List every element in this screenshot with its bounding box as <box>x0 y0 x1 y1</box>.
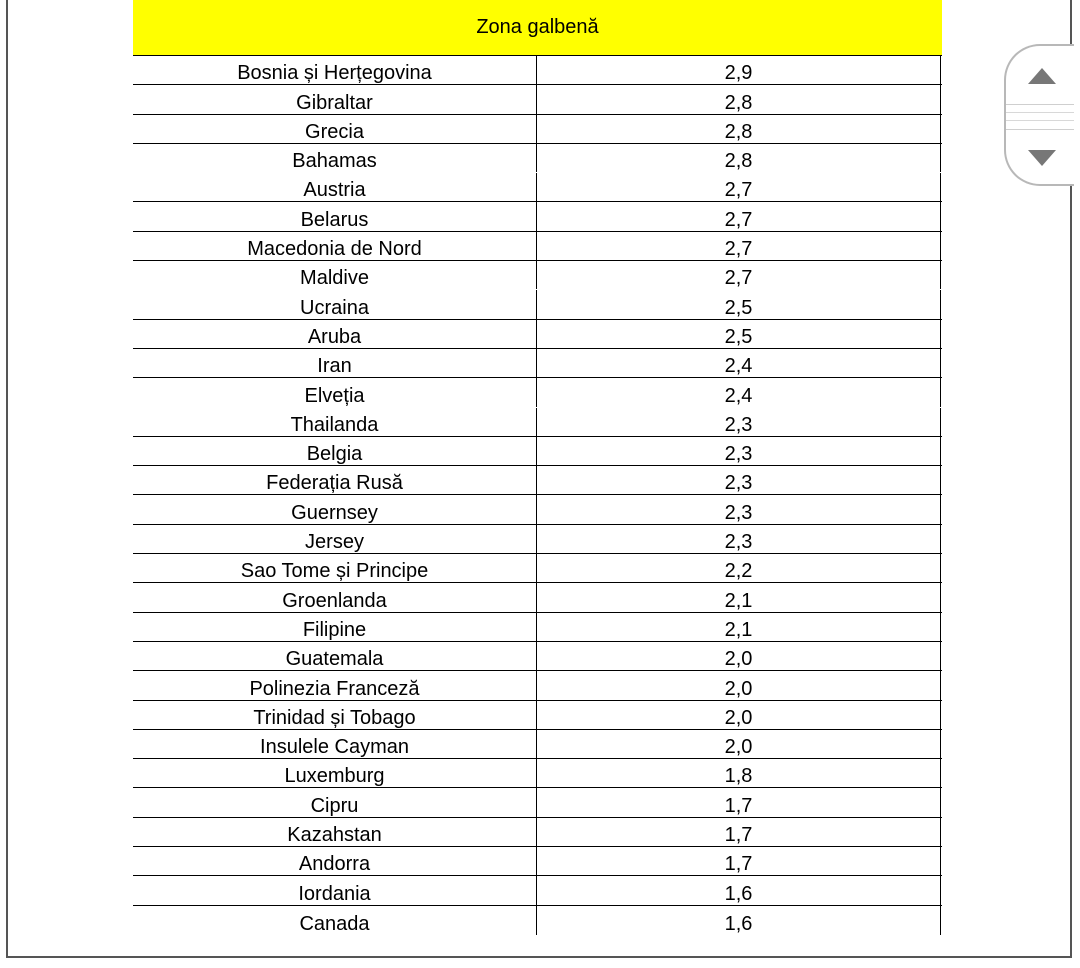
country-cell: Belgia <box>133 437 537 465</box>
country-cell: Trinidad și Tobago <box>133 701 537 729</box>
table-row <box>133 730 942 759</box>
table-row <box>133 613 942 642</box>
country-cell: Guatemala <box>133 642 537 670</box>
country-cell: Sao Tome și Principe <box>133 554 537 582</box>
value-cell: 1,6 <box>537 906 941 935</box>
value-cell: 2,8 <box>537 144 941 172</box>
country-cell: Luxemburg <box>133 759 537 787</box>
value-cell: 2,7 <box>537 261 941 289</box>
table-row <box>133 408 942 437</box>
table-row <box>133 583 942 612</box>
table-row <box>133 788 942 817</box>
value-cell: 2,1 <box>537 583 941 611</box>
country-cell: Polinezia Franceză <box>133 671 537 699</box>
value-cell: 2,5 <box>537 320 941 348</box>
country-cell: Aruba <box>133 320 537 348</box>
country-cell: Austria <box>133 173 537 201</box>
country-cell: Cipru <box>133 788 537 816</box>
country-cell: Canada <box>133 906 537 935</box>
value-cell: 2,7 <box>537 232 941 260</box>
value-cell: 1,8 <box>537 759 941 787</box>
value-cell: 2,3 <box>537 495 941 523</box>
table-row <box>133 115 942 144</box>
value-cell: 1,6 <box>537 876 941 904</box>
country-cell: Gibraltar <box>133 85 537 113</box>
table-body <box>133 56 942 935</box>
table-row <box>133 437 942 466</box>
country-cell: Maldive <box>133 261 537 289</box>
table-row <box>133 642 942 671</box>
value-cell: 2,1 <box>537 613 941 641</box>
value-cell: 2,0 <box>537 730 941 758</box>
country-cell: Macedonia de Nord <box>133 232 537 260</box>
country-cell: Guernsey <box>133 495 537 523</box>
table-row <box>133 320 942 349</box>
table-row <box>133 847 942 876</box>
table-row <box>133 232 942 261</box>
value-cell: 2,0 <box>537 671 941 699</box>
country-cell: Grecia <box>133 115 537 143</box>
country-table <box>133 0 942 935</box>
value-cell: 2,3 <box>537 525 941 553</box>
value-cell: 2,0 <box>537 642 941 670</box>
scroll-up-icon[interactable] <box>1028 68 1056 84</box>
country-cell: Groenlanda <box>133 583 537 611</box>
value-cell: 2,3 <box>537 466 941 494</box>
value-cell: 1,7 <box>537 788 941 816</box>
value-cell: 2,7 <box>537 202 941 230</box>
country-cell: Filipine <box>133 613 537 641</box>
table-row <box>133 202 942 231</box>
country-cell: Iran <box>133 349 537 377</box>
table-row <box>133 759 942 788</box>
country-cell: Kazahstan <box>133 818 537 846</box>
country-cell: Insulele Cayman <box>133 730 537 758</box>
table-row <box>133 173 942 202</box>
table-row <box>133 671 942 700</box>
table-row <box>133 85 942 114</box>
country-cell: Bosnia și Herțegovina <box>133 56 537 84</box>
table-row <box>133 525 942 554</box>
country-cell: Ucraina <box>133 290 537 318</box>
table-row <box>133 144 942 173</box>
value-cell: 1,7 <box>537 818 941 846</box>
value-cell: 2,4 <box>537 349 941 377</box>
table-row <box>133 261 942 290</box>
country-cell: Federația Rusă <box>133 466 537 494</box>
country-cell: Bahamas <box>133 144 537 172</box>
scroll-down-icon[interactable] <box>1028 150 1056 166</box>
table-row <box>133 56 942 85</box>
value-cell: 2,2 <box>537 554 941 582</box>
value-cell: 2,0 <box>537 701 941 729</box>
scroll-grip[interactable] <box>1006 104 1074 130</box>
table-row <box>133 349 942 378</box>
country-cell: Thailanda <box>133 408 537 436</box>
value-cell: 2,8 <box>537 85 941 113</box>
table-row <box>133 701 942 730</box>
value-cell: 2,8 <box>537 115 941 143</box>
table-row <box>133 818 942 847</box>
value-cell: 2,3 <box>537 437 941 465</box>
table-row <box>133 906 942 935</box>
value-cell: 2,5 <box>537 290 941 318</box>
table-row <box>133 554 942 583</box>
value-cell: 2,4 <box>537 378 941 406</box>
country-cell: Andorra <box>133 847 537 875</box>
table-row <box>133 876 942 905</box>
value-cell: 2,9 <box>537 56 941 84</box>
country-cell: Jersey <box>133 525 537 553</box>
value-cell: 2,3 <box>537 408 941 436</box>
table-row <box>133 495 942 524</box>
country-cell: Elveția <box>133 378 537 406</box>
country-cell: Iordania <box>133 876 537 904</box>
value-cell: 2,7 <box>537 173 941 201</box>
country-cell: Belarus <box>133 202 537 230</box>
table-row <box>133 466 942 495</box>
scroll-control[interactable] <box>1004 44 1074 186</box>
value-cell: 1,7 <box>537 847 941 875</box>
table-row <box>133 378 942 407</box>
table-row <box>133 290 942 319</box>
table-header: Zona galbenă <box>133 0 942 56</box>
